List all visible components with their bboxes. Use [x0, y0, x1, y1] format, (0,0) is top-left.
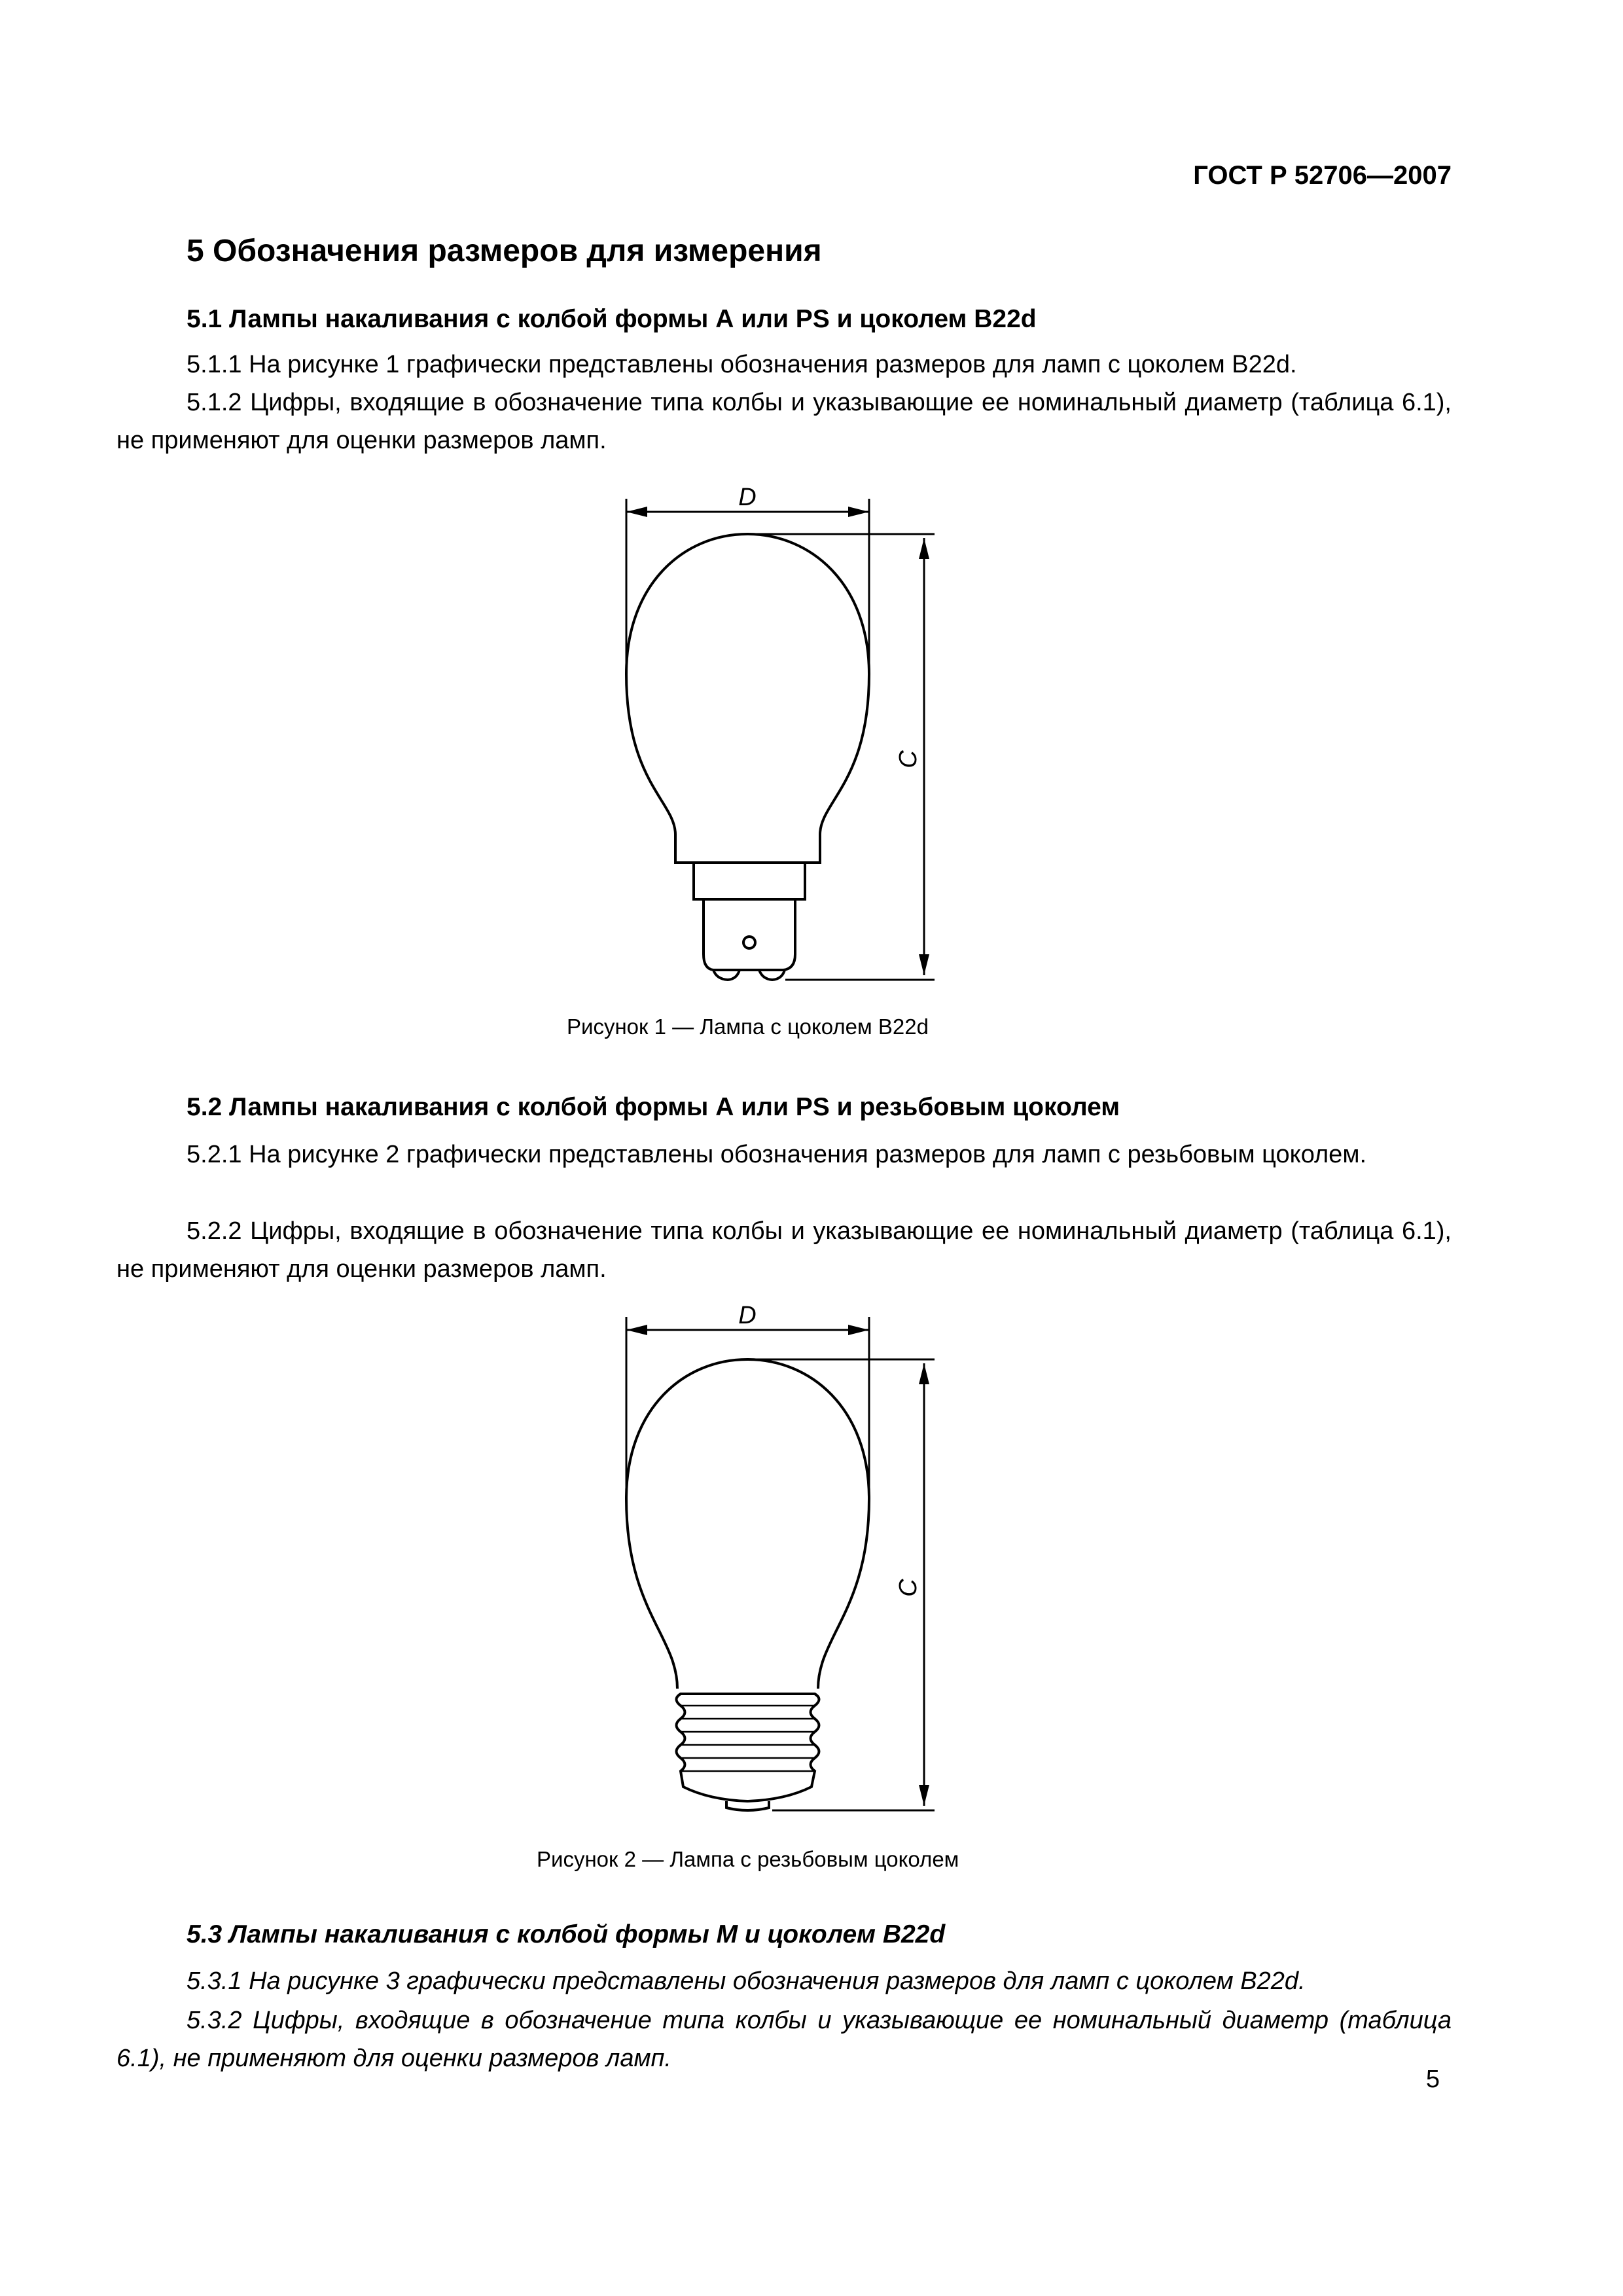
figure-2-label-d: D: [738, 1302, 757, 1329]
figure-1-caption: Рисунок 1 — Лампа с цоколем В22d: [567, 1014, 929, 1039]
paragraph-5-2-2-text: 5.2.2 Цифры, входящие в обозначение типа колбы и указывающие ее номинальный диаметр (таблица 6.1), не применяют для оценки размеров ламп.: [116, 1217, 1452, 1283]
figure-2-contact: [726, 1801, 769, 1810]
paragraph-5-1-2-text: 5.1.2 Цифры, входящие в обозначение типа колбы и указывающие ее номинальный диаметр (таблица 6.1), не применяют для оценки размеров ламп.: [116, 389, 1452, 454]
subsection-5-3-title: 5.3 Лампы накаливания с колбой формы М и цоколем В22d: [187, 1920, 946, 1948]
subsection-5-2-title: 5.2 Лампы накаливания с колбой формы А или PS и резьбовым цоколем: [187, 1093, 1120, 1121]
figure-2-thread-lines: [681, 1706, 815, 1771]
paragraph-5-3-1-text: 5.3.1 На рисунке 3 графически представлены обозначения размеров для ламп с цоколем В22d.: [187, 1967, 1306, 1995]
subsection-5-1-title: 5.1 Лампы накаливания с колбой формы А или PS и цоколем В22d: [187, 305, 1037, 333]
page-number: 5: [1425, 2066, 1440, 2093]
paragraph-5-3-2: [116, 2001, 1452, 2077]
section-5-title: 5 Обозначения размеров для измерения: [187, 234, 822, 268]
figure-2-caption: Рисунок 2 — Лампа с резьбовым цоколем: [537, 1847, 959, 1871]
paragraph-5-3-1: [116, 1962, 1452, 2000]
paragraph-5-1-1-text: 5.1.1 На рисунке 1 графически представлены обозначения размеров для ламп с цоколем В22d.: [187, 351, 1297, 378]
figure-2-bulb-outline: [626, 1359, 869, 1689]
figure-1-label-c: C: [895, 750, 922, 768]
figure-2-label-c: C: [895, 1579, 922, 1597]
document-code-header: ГОСТ Р 52706—2007: [1193, 161, 1452, 190]
figure-2-screw-cap: [677, 1694, 819, 1801]
paragraph-5-3-2-text: 5.3.2 Цифры, входящие в обозначение типа колбы и указывающие ее номинальный диаметр (таблица 6.1), не применяют для оценки размеров ламп.: [116, 2007, 1452, 2072]
figure-1-label-d: D: [738, 484, 757, 511]
paragraph-5-2-1-text: 5.2.1 На рисунке 2 графически представлены обозначения размеров для ламп с резьбовым цоколем.: [187, 1141, 1366, 1168]
